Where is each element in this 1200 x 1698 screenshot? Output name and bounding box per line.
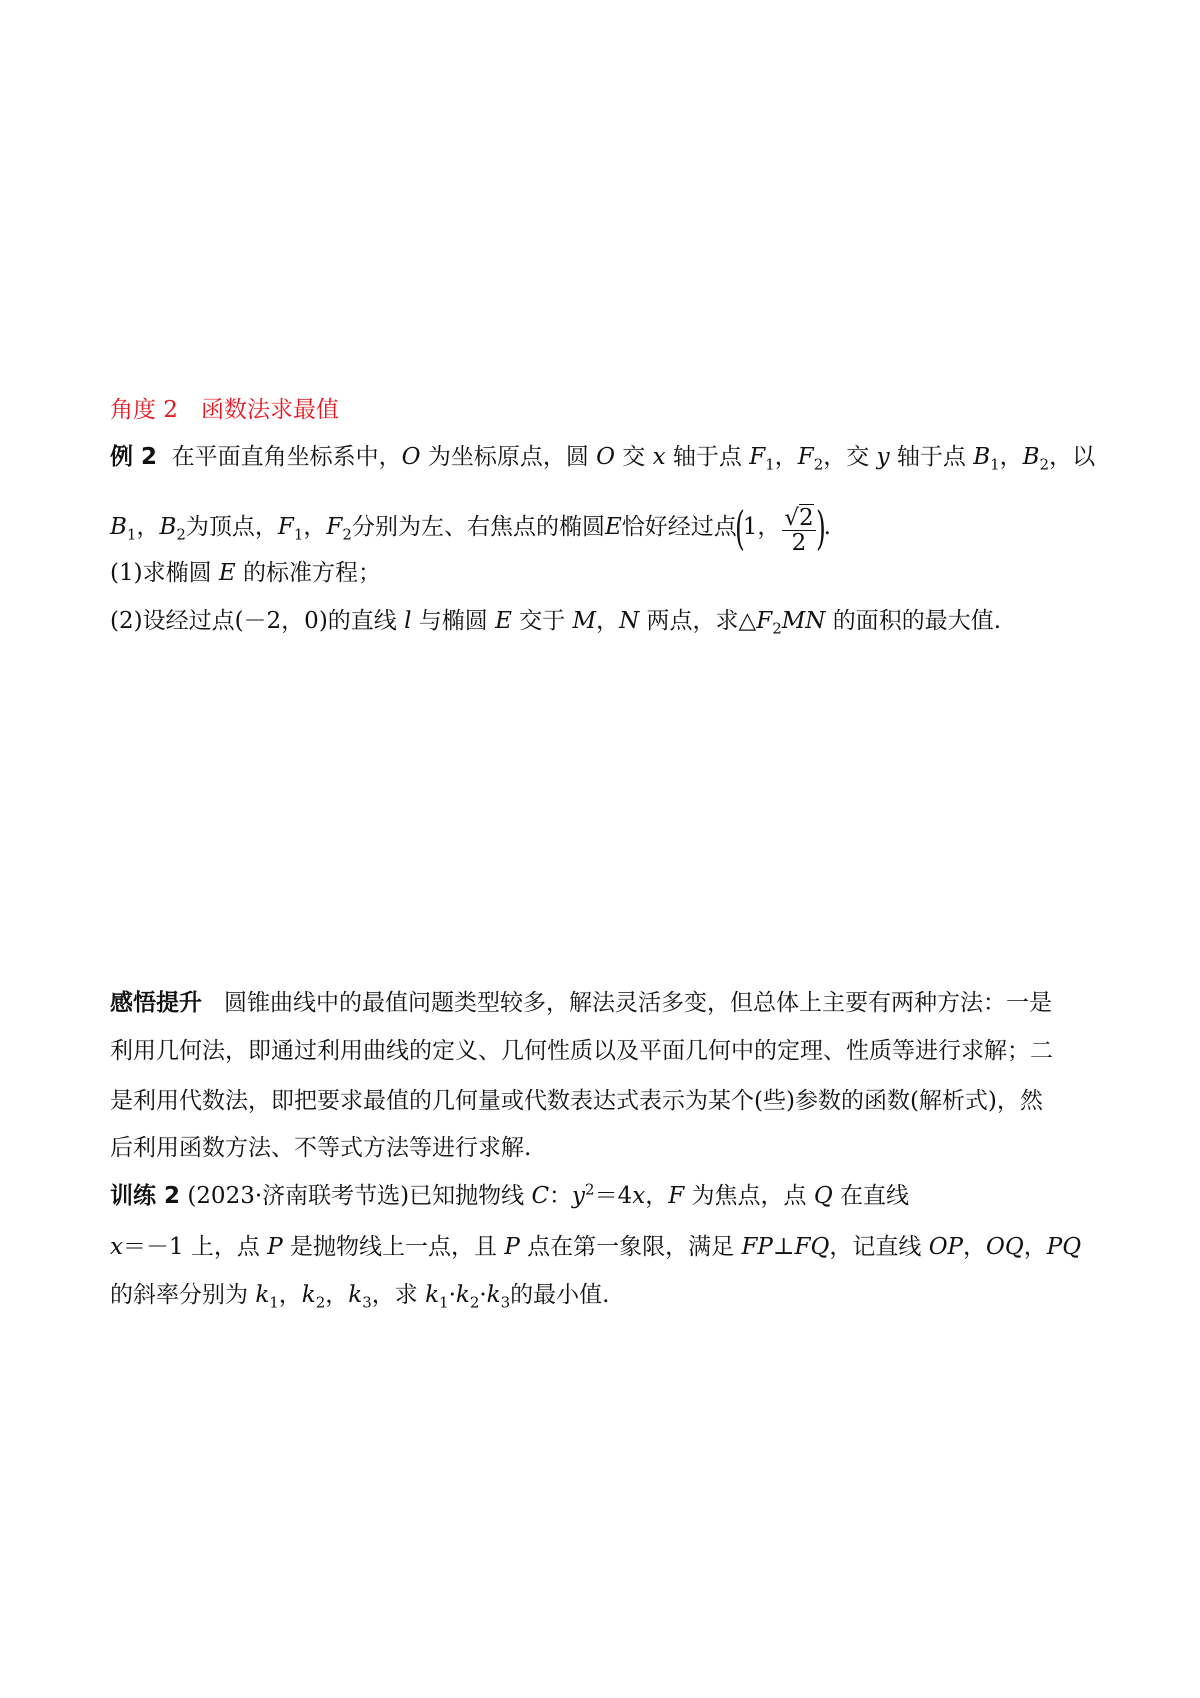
dot: · [448,1282,456,1308]
subscript: 2 [469,1293,480,1312]
text: ： [549,1183,573,1209]
text: 为坐标原点，圆 [427,444,589,470]
text: ，以 [1049,444,1096,470]
math-var: FQ [794,1234,830,1260]
training-line-1 [110,1181,909,1211]
subscript: 1 [439,1293,449,1312]
right-paren: ) [815,501,826,555]
math-var: F [668,1183,685,1209]
question-1 [110,558,381,588]
question-2 [110,606,1001,636]
text: 轴于点 [672,444,742,470]
math-var: x [632,1183,646,1209]
dot: · [479,1282,487,1308]
math-var: B [159,514,177,540]
radicand: 2 [798,505,814,531]
text: 两点，求△ [646,608,757,634]
subscript: 1 [269,1293,279,1312]
text: 为顶点， [185,514,278,540]
math-var: y [876,444,890,470]
math-var: PQ [1046,1234,1082,1260]
text: 圆锥曲线中的最值问题类型较多，解法灵活多变，但总体上主要有两种方法：一是 [223,990,1052,1016]
text: 是抛物线上一点，且 [290,1234,498,1260]
sqrt-symbol: √ [784,505,799,531]
math-var: OP [928,1234,964,1260]
math-var: x [110,1234,123,1260]
text: ， [303,514,327,540]
math-var: OQ [986,1234,1024,1260]
math-var: B [973,444,991,470]
math-var: F [756,608,773,634]
math-var: MN [781,608,826,634]
example-line-1-content [110,442,1096,474]
text: 交 [622,444,646,470]
subscript: 2 [342,525,352,544]
text: 轴于点 [896,444,966,470]
math-var: F [326,514,343,540]
text: (2)设经过点(－2，0)的直线 [110,608,397,634]
text: 的标准方程； [243,560,382,586]
math-var: E [218,560,236,586]
subscript: 2 [1039,455,1050,474]
training-label: 训练 2 [110,1183,181,1209]
fraction [782,506,815,555]
math-var: k [455,1282,470,1308]
section-heading: 角度 2 函数法求最值 [110,397,339,423]
subscript: 2 [176,525,186,544]
math-var: E [604,514,622,540]
example-label: 例 2 [110,444,158,470]
math-var: F [277,514,294,540]
text: ， [325,1282,349,1308]
text: 恰好经过点 [621,514,737,540]
text: 为焦点，点 [691,1183,807,1209]
text: ＝－1 上，点 [122,1234,260,1260]
text: 点在第一象限，满足 [527,1234,735,1260]
text: 的最小值. [510,1282,610,1308]
math-var: O [596,444,615,470]
subscript: 3 [500,1293,511,1312]
math-var: P [504,1234,520,1260]
text: 与椭圆 [418,608,488,634]
subscript: 2 [772,619,782,638]
text: ， [999,444,1023,470]
insight-line-2: 利用几何法，即通过利用曲线的定义、几何性质以及平面几何中的定理、性质等进行求解；二 [110,1038,1053,1064]
training-line-3 [110,1280,609,1310]
math-var: B [110,514,127,540]
math-var: O [401,444,421,470]
subscript: 1 [126,525,137,544]
math-var: x [652,444,666,470]
text: ， [136,514,160,540]
text: ＝4 [594,1183,633,1209]
left-paren: ( [734,501,745,555]
math-var: FP [741,1234,773,1260]
text: 的面积的最大值. [832,608,1002,634]
math-var: k [348,1282,363,1308]
text: ， [645,1183,669,1209]
math-var: F [797,444,814,470]
math-var: k [301,1282,316,1308]
text: ，交 [823,444,870,470]
text: 交于 [519,608,566,634]
math-var: k [425,1282,440,1308]
perp-symbol: ⊥ [772,1234,795,1260]
math-var: F [749,444,766,470]
math-var: y [572,1183,586,1209]
subscript: 3 [362,1293,372,1312]
text: ， [596,608,620,634]
text: 的斜率分别为 [110,1282,248,1308]
text: 在直线 [839,1183,909,1209]
fraction-numerator [782,506,815,531]
math-var: C [531,1183,550,1209]
subscript: 1 [990,455,1000,474]
math-var: k [255,1282,270,1308]
math-var: B [1022,444,1040,470]
insight-line-3: 是利用代数法，即把要求最值的几何量或代数表达式表示为某个(些)参数的函数(解析式)，然 [110,1088,1043,1114]
subscript: 1 [293,525,304,544]
text: . [823,514,831,540]
subscript: 2 [813,455,824,474]
insight-line-1 [110,988,1085,1018]
math-var: k [486,1282,501,1308]
text: 分别为左、右焦点的椭圆 [351,514,605,540]
text: ，记直线 [829,1234,922,1260]
text: 1， [742,514,781,540]
fraction-denominator: 2 [791,530,807,556]
math-var: P [267,1234,283,1260]
superscript: 2 [585,1180,595,1199]
text: 在平面直角坐标系中， [171,444,402,470]
text: ， [774,444,798,470]
example-line-1 [110,442,1096,474]
insight-line-4: 后利用函数方法、不等式方法等进行求解. [110,1135,532,1161]
text: ， [963,1234,987,1260]
math-var: l [404,608,412,634]
math-var: M [572,608,597,634]
text: ， [1023,1234,1047,1260]
text: (2023·济南联考节选)已知抛物线 [187,1183,525,1209]
training-line-2 [110,1232,1085,1262]
subscript: 1 [765,455,775,474]
text: ， [278,1282,302,1308]
example-line-2 [110,501,831,556]
math-var: Q [813,1183,833,1209]
text: ，求 [371,1282,418,1308]
math-var: E [495,608,512,634]
text: (1)求椭圆 [110,560,212,586]
math-var: N [619,608,640,634]
insight-label: 感悟提升 [110,990,202,1016]
subscript: 2 [315,1293,326,1312]
